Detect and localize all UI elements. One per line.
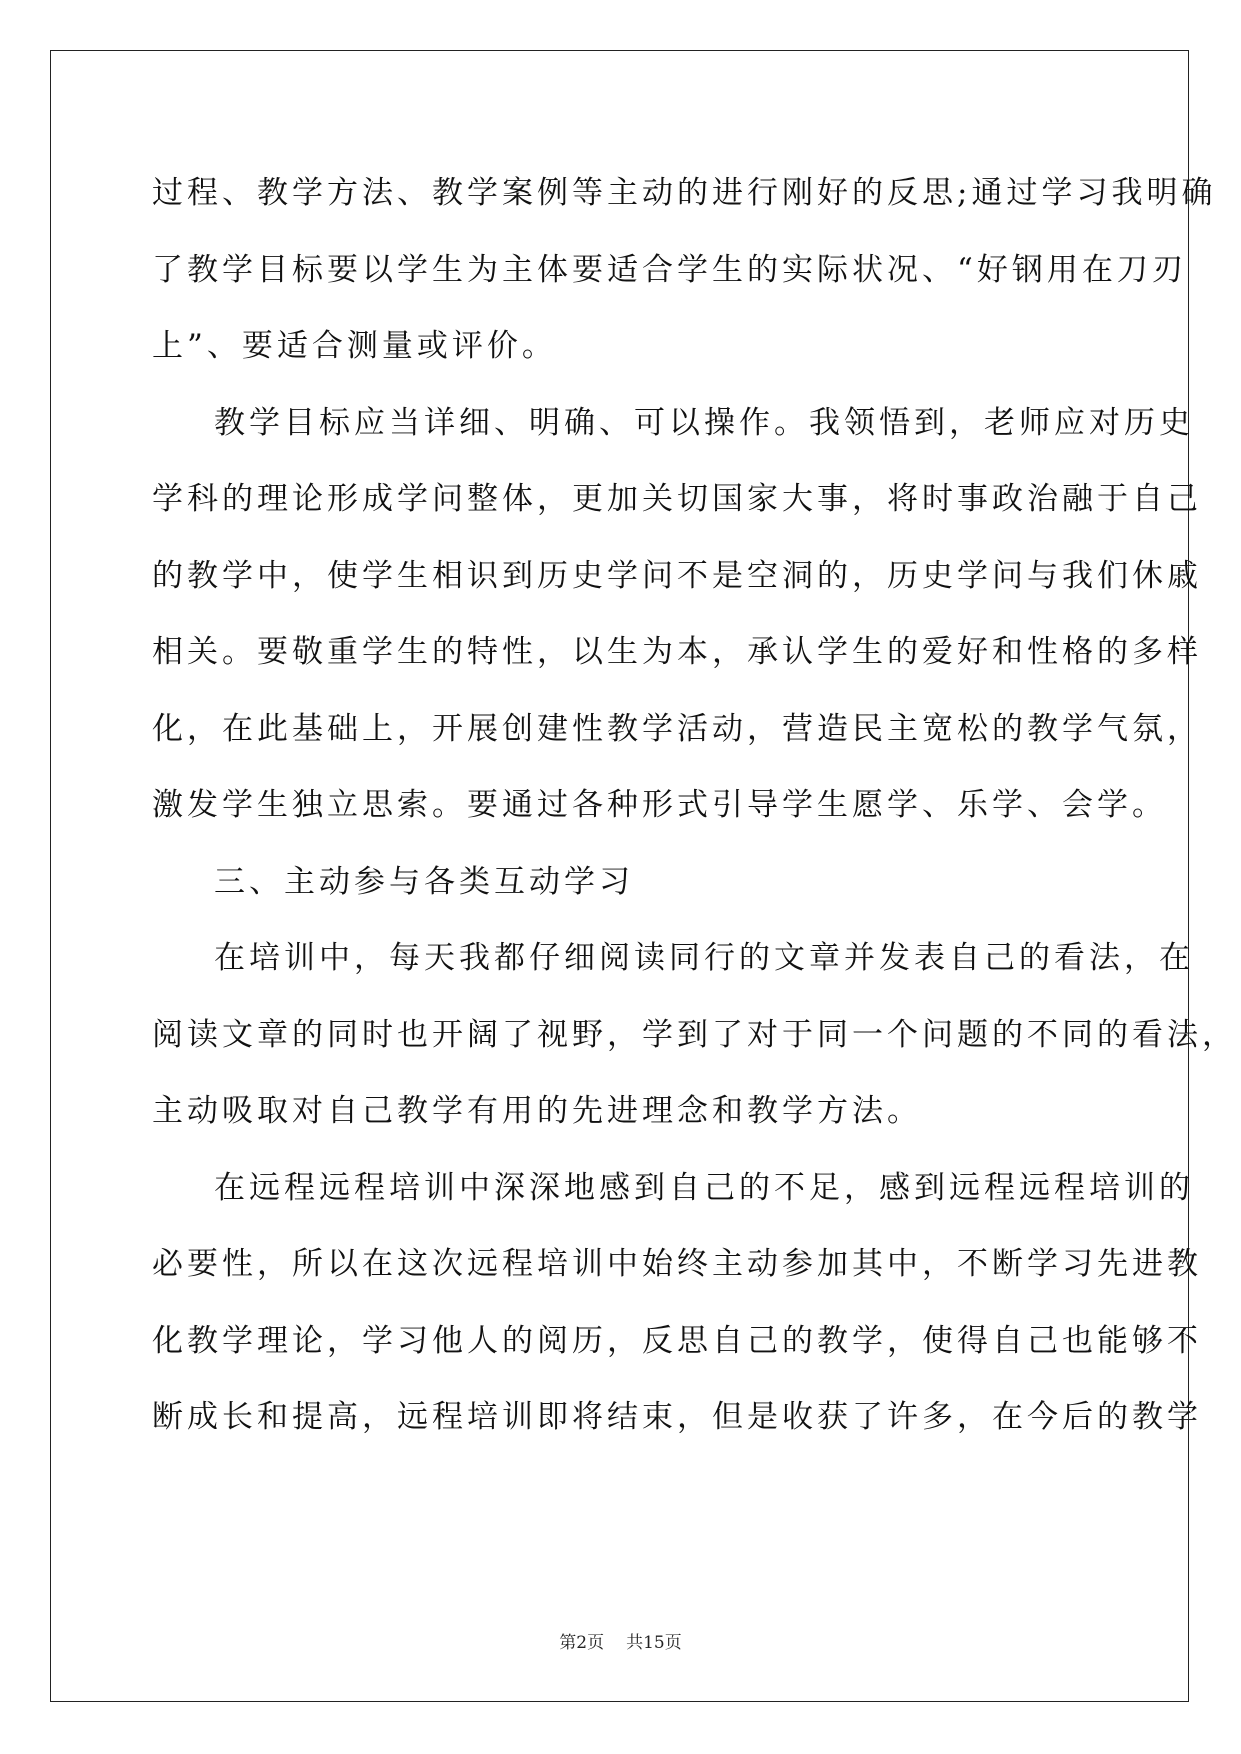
total-pages: 共15页 bbox=[626, 1633, 682, 1653]
text-line: 相关。要敬重学生的特性，以生为本，承认学生的爱好和性格的多样 bbox=[152, 634, 1202, 670]
text-line: 教学目标应当详细、明确、可以操作。我领悟到，老师应对历史 bbox=[214, 404, 1194, 441]
text-line: 化，在此基础上，开展创建性教学活动，营造民主宽松的教学气氛， bbox=[152, 710, 1202, 747]
text-line: 在培训中，每天我都仔细阅读同行的文章并发表自己的看法，在 bbox=[214, 940, 1194, 976]
text-line: 阅读文章的同时也开阔了视野，学到了对于同一个问题的不同的看法， bbox=[152, 1016, 1237, 1053]
text-line: 激发学生独立思索。要通过各种形式引导学生愿学、乐学、会学。 bbox=[152, 787, 1167, 823]
text-line: 在远程远程培训中深深地感到自己的不足，感到远程远程培训的 bbox=[214, 1169, 1194, 1206]
text-line: 必要性，所以在这次远程培训中始终主动参加其中，不断学习先进教 bbox=[152, 1246, 1202, 1282]
text-line: 上”、要适合测量或评价。 bbox=[152, 328, 557, 364]
text-line: 化教学理论，学习他人的阅历，反思自己的教学，使得自己也能够不 bbox=[152, 1322, 1202, 1359]
page-number: 第2页 bbox=[559, 1633, 605, 1653]
text-line: 了教学目标要以学生为主体要适合学生的实际状况、“好钢用在刀刃 bbox=[152, 251, 1187, 288]
text-line: 的教学中，使学生相识到历史学问不是空洞的，历史学问与我们休戚 bbox=[152, 557, 1202, 594]
page-footer bbox=[0, 1628, 1241, 1653]
text-line: 过程、教学方法、教学案例等主动的进行刚好的反思;通过学习我明确 bbox=[152, 175, 1217, 211]
text-line: 主动吸取对自己教学有用的先进理念和教学方法。 bbox=[152, 1093, 922, 1129]
document-body bbox=[152, 155, 1237, 1456]
text-line: 学科的理论形成学问整体，更加关切国家大事，将时事政治融于自己 bbox=[152, 481, 1202, 517]
text-line: 三、主动参与各类互动学习 bbox=[214, 863, 634, 900]
text-line: 断成长和提高，远程培训即将结束，但是收获了许多，在今后的教学 bbox=[152, 1399, 1202, 1435]
